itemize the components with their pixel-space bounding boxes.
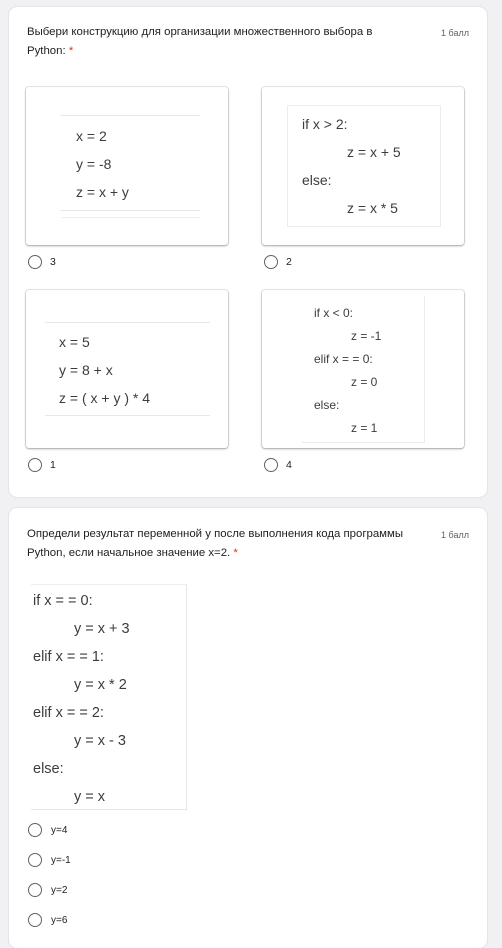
radio-option-y2[interactable] [28, 883, 42, 897]
code-line: else: [302, 172, 332, 188]
code-line: elif x = = 2: [33, 705, 104, 721]
code-line: z = x + y [76, 184, 129, 200]
code-line: y = x * 2 [74, 677, 127, 693]
code-line: if x > 2: [302, 116, 348, 132]
question-card-2 [9, 508, 487, 948]
code-line: y = x [74, 789, 106, 805]
code-line: y = 8 + x [59, 362, 113, 378]
radio-option-y6[interactable] [28, 913, 42, 927]
option-label: y=4 [51, 825, 68, 836]
option-image-2[interactable] [262, 87, 464, 245]
option-label: y=-1 [51, 855, 71, 866]
required-mark: * [68, 45, 74, 57]
question-card-1 [9, 7, 487, 497]
radio-option-2[interactable] [264, 255, 278, 269]
code-line: elif x = = 0: [314, 352, 373, 366]
code-line: z = x + 5 [347, 144, 401, 160]
code-image [31, 584, 187, 810]
code-line: y = x + 3 [74, 621, 130, 637]
points-label: 1 балл [441, 28, 469, 38]
option-label: 2 [286, 256, 292, 268]
option-label: 1 [50, 459, 56, 471]
code-line: z = -1 [351, 329, 382, 343]
option-image-4[interactable] [262, 290, 464, 448]
radio-option-3[interactable] [28, 255, 42, 269]
option-label: 3 [50, 256, 56, 268]
radio-option-4[interactable] [264, 458, 278, 472]
code-line: elif x = = 1: [33, 649, 104, 665]
option-label: y=6 [51, 915, 68, 926]
radio-option-1[interactable] [28, 458, 42, 472]
question-text: Выбери конструкцию для организации множественного выбора в Python: * [27, 26, 373, 57]
option-label: y=2 [51, 885, 68, 896]
code-snippet [302, 296, 425, 443]
code-line: else: [33, 761, 64, 777]
code-line: else: [314, 398, 340, 412]
radio-option-y4[interactable] [28, 823, 42, 837]
code-line: z = x * 5 [347, 200, 398, 216]
code-snippet [60, 115, 200, 211]
code-line: y = x - 3 [74, 733, 126, 749]
option-label: 4 [286, 459, 292, 471]
option-image-3[interactable] [26, 87, 228, 245]
code-line: y = -8 [76, 156, 112, 172]
code-line: if x = = 0: [33, 593, 93, 609]
points-label: 1 балл [441, 530, 469, 540]
code-line: z = ( x + y ) * 4 [59, 390, 151, 406]
code-line: z = 1 [351, 421, 378, 435]
code-snippet [287, 105, 441, 227]
code-line: z = 0 [351, 375, 378, 389]
code-line: if x < 0: [314, 306, 354, 320]
required-mark: * [233, 547, 238, 559]
radio-option-y-1[interactable] [28, 853, 42, 867]
code-line: x = 2 [76, 128, 107, 144]
code-line: x = 5 [59, 334, 90, 350]
code-snippet [45, 322, 210, 416]
option-image-1[interactable] [26, 290, 228, 448]
question-text: Определи результат переменной y после выполнения кода программы Python, если начальное значение x=2. * [27, 528, 404, 559]
